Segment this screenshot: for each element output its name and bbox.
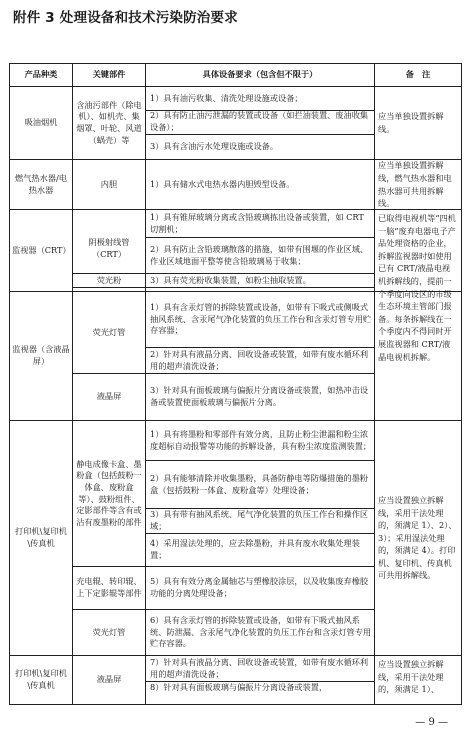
- remark-monitor: 已取得电视机等“四机一脑”废弃电器电子产品处理资格的企业，拆解监视器时如使用已有 CRT/液晶电视机拆解线的，提前一个季度向设区的市级生态环境主管部门报备。每条拆解线在一个季度内不得同时开展监视器和 CRT/液晶电视机拆解。: [378, 213, 456, 362]
- requirement-item: 1）具有油污收集、清洗处理设施或设备；: [150, 92, 303, 103]
- requirement-item: 3）具有含油污水处理设施或设备。: [150, 140, 279, 151]
- page-number: — 9 —: [415, 717, 448, 728]
- part-phosphor: 荧光粉: [96, 274, 122, 285]
- requirement-item: 2）具有防止油污泄漏的装置或设备（如拦油装置、废油收集设备）；: [150, 110, 369, 132]
- header-remarks: 备 注: [405, 69, 431, 80]
- requirement-item: 1）具有储水式电热水器内胆毁型设备。: [150, 178, 295, 189]
- product-printer-copier-fax-2: 打印机\复印机\传真机: [15, 668, 67, 690]
- header-requirements: 具体设备要求（包含但不限于）: [202, 69, 318, 80]
- requirement-item: 2）针对具有液晶分离、回收设备或装置，如带有废水循环利用的超声清洗设备；: [150, 348, 369, 371]
- requirement-item: 3）具有带有抽风系统、尾气净化装置的负压工作台和操作区域；: [150, 509, 369, 531]
- header-product-type: 产品种类: [24, 69, 58, 80]
- requirement-item: 1）具有将墨粉和零部件有效分离，且防止粉尘泄漏和粉尘浓度超标自动报警等功能的拆解设备，具有粉尘浓度监测装置；: [150, 428, 372, 451]
- header-key-part: 关键部件: [92, 69, 126, 80]
- requirement-item: 2）具有防止含铅玻璃散落的措施，如带有围堰的作业区域、作业区域地面平整等使含铅玻璃易于收集；: [150, 244, 369, 266]
- part-lcd-panel-2: 液晶屏: [96, 674, 122, 685]
- remark-printer-2: 应当设置独立拆解线，采用干法处理的，须满足 1）、: [378, 659, 444, 695]
- remark-printer: 应当设置独立拆解线，采用干法处理的，须满足 1）、2）、3）；采用湿法处理的，须满足 4）。打印机、复印机、传真机可共用拆解线。: [378, 494, 457, 581]
- product-monitor-lcd: 监视器（含液晶屏）: [12, 344, 70, 366]
- document-title: 附件 3 处理设备和技术污染防治要求: [13, 10, 238, 26]
- part-rollers: 充电辊、转印辊、上下定影辊等部件: [76, 576, 142, 598]
- requirement-item: 6）具有含汞灯管的拆除装置或设备，如带有下吸式抽风系统、防泄漏、含汞尾气净化装置的负压工作台和含汞灯管专用贮存容器。: [150, 615, 372, 649]
- part-toner-cartridge: 静电成像卡盒、墨粉盒（包括鼓粉一体盒、废粉盒等）、鼓粉组件、定影部件等含有或沾有废墨粉的部件: [76, 458, 142, 527]
- product-printer-copier-fax: 打印机\复印机\传真机: [15, 526, 67, 548]
- requirement-item: 1）具有锥屏玻璃分离或含铅玻璃拣出设备或装置，如 CRT 切割机；: [150, 211, 364, 234]
- remark-range-hood: 应当单独设置拆解线。: [378, 111, 444, 134]
- requirement-item: 5）具有有效分离金属轴芯与塑橡胶涂层，以及收集废弃橡胶功能的分离处理设备；: [150, 576, 369, 598]
- product-range-hood: 吸油烟机: [24, 117, 58, 128]
- requirement-item: 2）具有能够清除并收集墨粉，具备防静电等防爆措施的墨粉盒（包括鼓粉一体盒、废粉盒等）处理设备；: [150, 472, 369, 495]
- requirement-item: 4）采用湿法处理的，应去除墨粉，并具有废水收集处理装置；: [150, 538, 360, 560]
- product-water-heater: 燃气热水器/电热水器: [15, 172, 67, 195]
- product-monitor-crt: 监视器（CRT）: [12, 244, 71, 255]
- remark-water-heater: 应当单独设置拆解线，燃气热水器和电热水器可共用拆解线。: [378, 160, 452, 209]
- part-crt-tube: 阴极射线管（CRT）: [88, 236, 130, 259]
- part-fluorescent-tube: 荧光灯管: [92, 626, 126, 637]
- requirement-item: 7）针对具有液晶分离、回收设备或装置，如带有废水循环利用的超声清洗设备；: [150, 656, 369, 679]
- requirement-item: 1）具有含汞灯管的拆除装置或设备，如带有下吸式或侧吸式抽风系统、含汞尾气净化装置的负压工作台和含汞灯管专用贮存容器；: [150, 302, 372, 336]
- part-fluorescent-tube: 荧光灯管: [92, 326, 126, 337]
- part-oily-components: 含油污部件（除电机）、如机壳、集烟罩、叶轮、风道（蜗壳）等: [76, 99, 142, 145]
- requirement-item: 3）针对具有面板玻璃与偏振片分离设备或装置，如热冲击设备或装置使面板玻璃与偏振片分离。: [150, 385, 369, 407]
- requirement-item: 8）针对具有面板玻璃与偏振片分离设备或装置，: [150, 682, 328, 692]
- requirement-item: 3）具有荧光粉收集装置，如粉尘抽取装置。: [150, 274, 311, 285]
- part-lcd-panel: 液晶屏: [96, 391, 122, 402]
- part-inner-tank: 内胆: [100, 178, 118, 189]
